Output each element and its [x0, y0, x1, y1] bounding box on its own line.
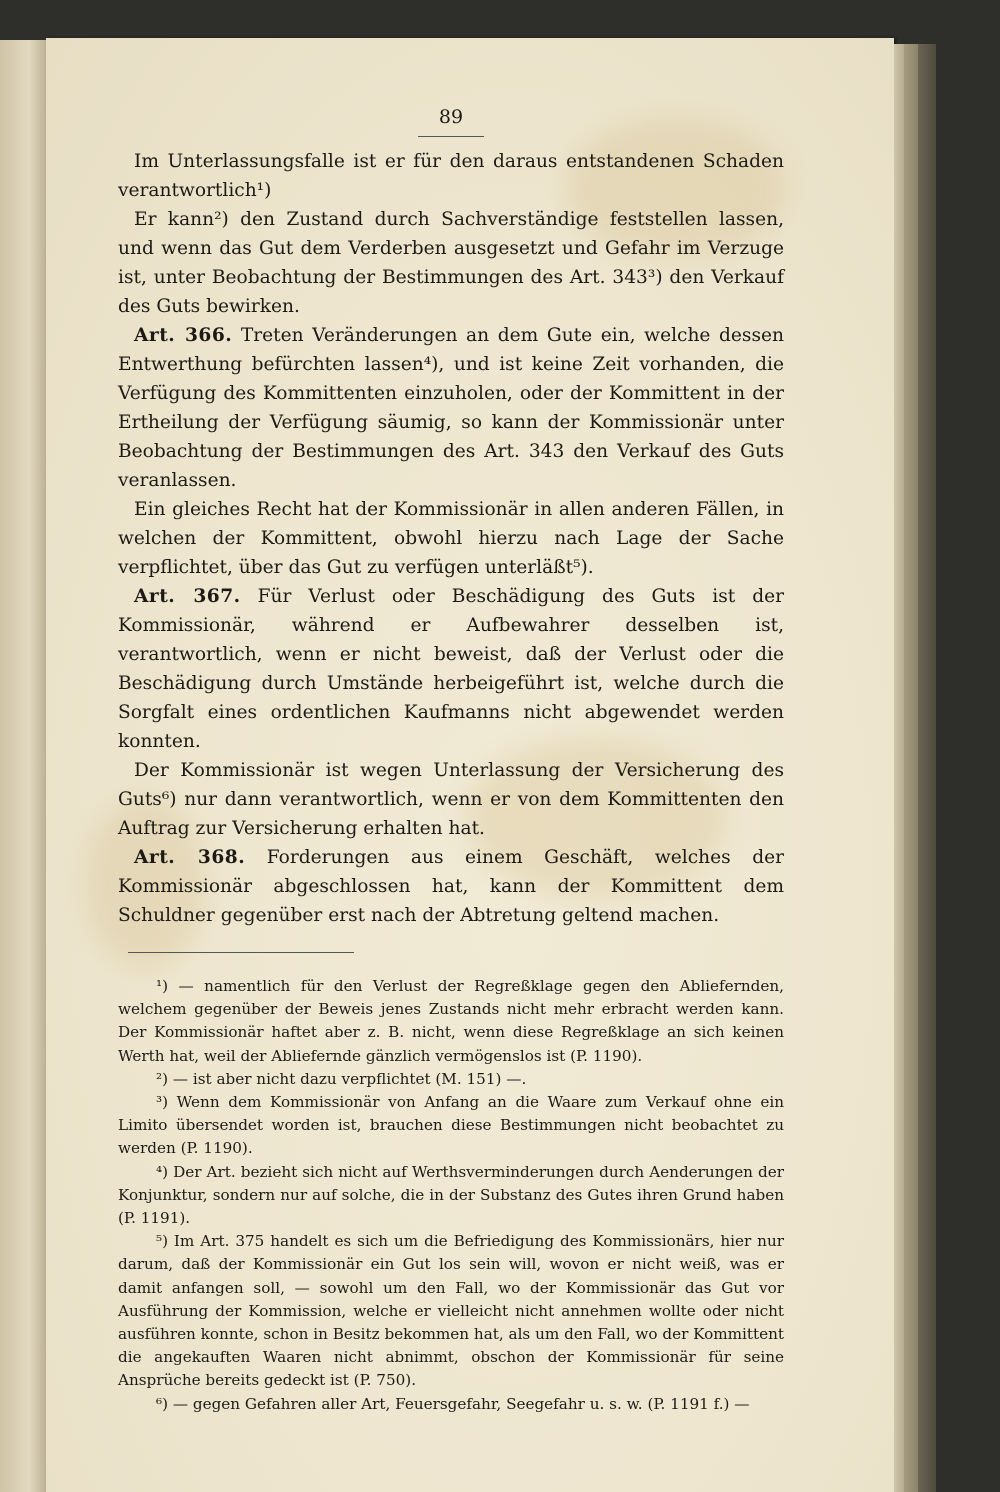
footnote: ¹) — namentlich für den Verlust der Regreßklage gegen den Abliefernden, welchem gegenüber der Beweis jenes Zustands nicht mehr erbracht werden kann. Der Kommissionär haftet aber z. B. nicht, wenn diese Regreßklage an sich keinen Werth hat, weil der Abliefernde gänzlich vermögenslos ist (P. 1190).: [118, 977, 784, 1065]
page-edges: [894, 44, 904, 1492]
article-text: Treten Veränderungen an dem Gute ein, welche dessen Entwerthung befürchten lassen⁴), und ist keine Zeit vorhanden, die Verfügung des Kommittenten einzuholen, oder der Kommittent in der Ertheilung der Verfügung säumig, so kann der Kommissionär unter Beobachtung der Bestimmungen des Art. 343 den Verkauf des Guts veranlassen.: [118, 325, 784, 491]
page-content: [118, 100, 784, 1416]
footnotes: [118, 975, 784, 1416]
article-label: Art. 368.: [134, 847, 246, 868]
header-rule: [418, 136, 484, 137]
paragraph: [118, 495, 784, 582]
paragraph: [118, 756, 784, 843]
article-text: Für Verlust oder Beschädigung des Guts ist der Kommissionär, während er Aufbewahrer desselben ist, verantwortlich, wenn er nicht beweist, daß der Verlust oder die Beschädigung durch Umstände herbeigeführt ist, welche durch die Sorgfalt eines ordentlichen Kaufmanns nicht abgewendet werden konnten.: [118, 586, 784, 752]
article-paragraph: [118, 582, 784, 756]
article-paragraph: [118, 843, 784, 930]
paragraph: [118, 205, 784, 321]
paragraph-text: Er kann²) den Zustand durch Sachverständige feststellen lassen, und wenn das Gut dem Verderben ausgesetzt und Gefahr im Verzuge ist, unter Beobachtung der Bestimmungen des Art. 343³) den Verkauf des Guts bewirken.: [118, 209, 784, 317]
article-label: Art. 367.: [134, 586, 241, 607]
paragraph-text: Im Unterlassungsfalle ist er für den daraus entstandenen Schaden verantwortlich¹): [118, 151, 784, 201]
footnote: ³) Wenn dem Kommissionär von Anfang an die Waare zum Verkauf ohne ein Limito übersendet worden ist, brauchen diese Bestimmungen nicht beobachtet zu werden (P. 1190).: [118, 1093, 784, 1158]
page-edges: [904, 44, 918, 1492]
article-paragraph: [118, 321, 784, 495]
facing-page-edge: [0, 40, 48, 1492]
paragraph-text: Ein gleiches Recht hat der Kommissionär in allen anderen Fällen, in welchen der Kommittent, obwohl hierzu nach Lage der Sache verpflichtet, über das Gut zu verfügen unterläßt⁵).: [118, 499, 784, 578]
article-label: Art. 366.: [134, 325, 233, 346]
article-text: Forderungen aus einem Geschäft, welches der Kommissionär abgeschlossen hat, kann der Kommittent dem Schuldner gegenüber erst nach der Abtretung geltend machen.: [118, 847, 784, 926]
main-text: [118, 147, 784, 930]
footnote: ⁵) Im Art. 375 handelt es sich um die Befriedigung des Kommissionärs, hier nur darum, daß der Kommissionär ein Gut los sein will, wovon er nicht weiß, was er damit anfangen soll, — sowohl um den Fall, wo der Kommissionär das Gut vor Ausführung der Kommission, welche er vielleicht nicht annehmen wollte oder nicht ausführen konnte, schon in Besitz bekommen hat, als um den Fall, wo der Kommittent die angekauften Waaren nicht abnimmt, obschon der Kommissionär für seine Ansprüche bereits gedeckt ist (P. 750).: [118, 1232, 784, 1390]
footnote: ²) — ist aber nicht dazu verpflichtet (M. 151) —.: [156, 1069, 527, 1088]
paragraph-text: Der Kommissionär ist wegen Unterlassung der Versicherung des Guts⁶) nur dann verantwortlich, wenn er von dem Kommittenten den Auftrag zur Versicherung erhalten hat.: [118, 760, 784, 839]
footnote: ⁶) — gegen Gefahren aller Art, Feuersgefahr, Seegefahr u. s. w. (P. 1191 f.) —: [156, 1394, 750, 1413]
book-cover-edge: [918, 44, 936, 1492]
paragraph: [118, 147, 784, 205]
footnote: ⁴) Der Art. bezieht sich nicht auf Werthsverminderungen durch Aenderungen der Konjunktur, sondern nur auf solche, die in der Substanz des Gutes ihren Grund haben (P. 1191).: [118, 1162, 784, 1228]
page-number: 89: [438, 106, 464, 128]
footnote-separator: [128, 952, 354, 953]
